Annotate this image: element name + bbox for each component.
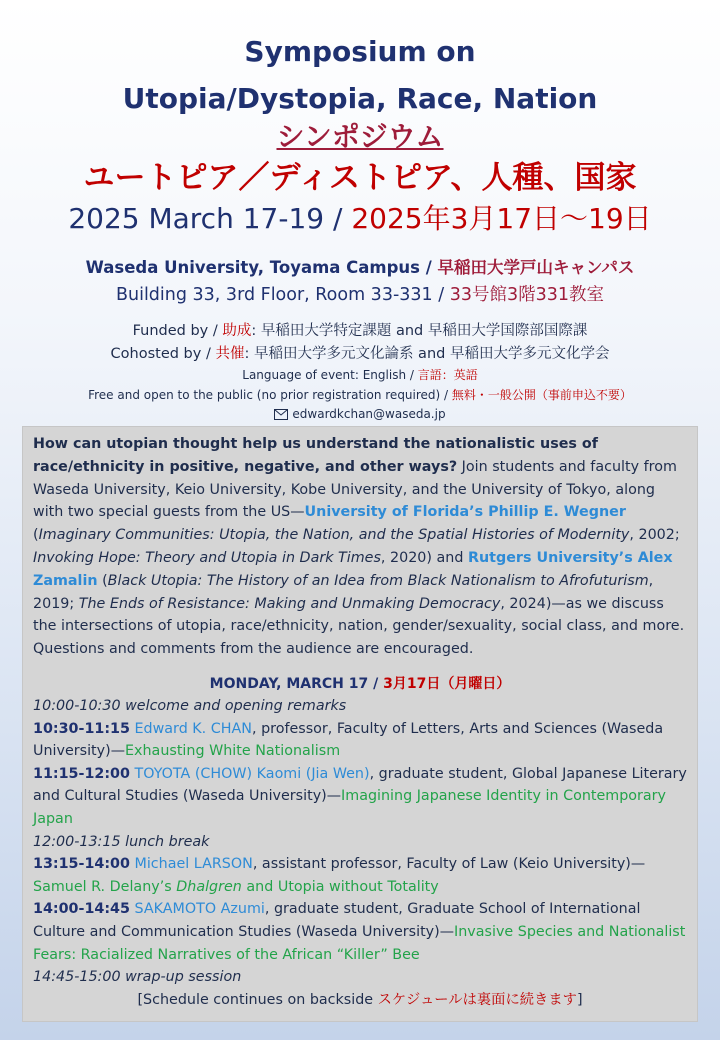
book-ends-of-resistance: The Ends of Resistance: Making and Unmaking Democracy [78,595,501,612]
admission [0,386,720,404]
speaker-name: TOYOTA (CHOW) Kaomi (Jia Wen) [134,765,370,782]
day-jp: 3月17日（月曜日） [383,675,511,692]
intro-text-4: , 2020) and [380,549,468,566]
funded-label: Funded by / [132,323,223,339]
talk-title-book: Dhalgren [176,878,242,895]
intro-text-5: ( [97,572,108,589]
schedule-item-3 [33,853,687,898]
schedule-day-heading [33,673,687,695]
intro-text-1: Join students and faculty from Waseda University, Keio University, Kobe University, and the University of Tokyo, along with two special guests from the US— [33,458,677,521]
campus-jp: 早稲田大学戸山キャンパス [437,258,635,277]
contact-email-row [0,405,720,425]
intro-text-7: , 2024)—as we discuss the intersections of utopia, race/ethnicity, nation, gender/sexuality, social class, and more. Questions and comments from the audience are encouraged. [33,595,685,658]
admission-jp: 無料・一般公開（事前申込不要） [451,388,632,402]
continues-end: ] [576,991,583,1008]
schedule-continues-note [33,989,687,1011]
schedule-item-lunch: 12:00-13:15 lunch break [33,833,210,850]
schedule-item-welcome: 10:00-10:30 welcome and opening remarks [33,697,347,714]
funded-label-jp: 助成 [222,323,252,339]
schedule-item-2 [33,763,687,831]
schedule-item-4 [33,898,687,966]
schedule-item-1 [33,718,687,763]
funded-text: : 早稲田大学特定課題 and 早稲田大学国際部国際課 [251,323,588,339]
funded-by [0,321,720,341]
talk-title: Invasive Species and Nationalist Fears: Racialized Narratives of the African “Killer” Bee [33,923,686,963]
intro-text-2: ( [33,527,39,544]
event-language [0,366,720,384]
title-jp-theme: ユートピア／ディストピア、人種、国家 [83,160,637,196]
book-imaginary-communities: Imaginary Communities: Utopia, the Nation, and the Spatial Histories of Modernity [38,527,630,544]
session-time: 11:15-12:00 [33,765,130,782]
cohost-label-jp: 共催 [215,346,245,362]
speaker-name: SAKAMOTO Azumi [134,901,265,918]
details-box [22,426,698,1022]
event-dates [0,202,720,236]
intro-question: How can utopian thought help us understand the nationalistic uses of race/ethnicity in positive, negative, and other ways? [33,436,598,475]
cohost-label: Cohosted by / [110,346,216,362]
contact-email[interactable]: edwardkchan@waseda.jp [292,407,446,421]
talk-title: Imagining Japanese Identity in Contemporary Japan [33,788,667,827]
venue-campus [0,256,720,280]
session-time: 13:15-14:00 [33,856,130,873]
speaker-role: , assistant professor, Faculty of Law (Keio University)— [252,856,646,873]
intro-paragraph [33,433,687,661]
speaker-role: , graduate student, Graduate School of International Culture and Communication Studies (Waseda University)— [33,901,641,940]
room-en: Building 33, 3rd Floor, Room 33-331 / [115,285,450,305]
date-jp: 2025年3月17日～19日 [351,202,652,235]
session-time: 10:30-11:15 [33,720,130,737]
guest-zamalin: Rutgers University’s Alex Zamalin [33,549,673,589]
schedule-item-wrapup: 14:45-15:00 wrap-up session [33,969,242,986]
session-time: 14:00-14:45 [33,901,130,918]
continues-en: [Schedule continues on backside [137,991,378,1008]
book-black-utopia: Black Utopia: The History of an Idea from Black Nationalism to Afrofuturism [107,572,649,589]
speaker-name: Michael LARSON [134,856,253,873]
title-line-1: Symposium on [244,35,476,68]
speaker-role: , graduate student, Global Japanese Literary and Cultural Studies (Waseda University)— [33,765,687,805]
day-en: MONDAY, MARCH 17 / [209,675,384,692]
schedule-list [33,695,687,989]
language-en: Language of event: English / [242,368,418,382]
room-jp: 33号館3階331教室 [449,285,605,305]
campus-en: Waseda University, Toyama Campus / [85,258,438,277]
envelope-icon [274,407,288,425]
title-line-2: Utopia/Dystopia, Race, Nation [122,82,598,115]
intro-text-6: , 2019; [33,572,654,612]
book-invoking-hope: Invoking Hope: Theory and Utopia in Dark Times [33,549,381,566]
continues-jp: スケジュールは裏面に続きます [377,991,577,1008]
speaker-name: Edward K. CHAN [134,720,252,737]
talk-title-part: and Utopia without Totality [241,878,439,895]
intro-text-3: , 2002; [629,527,680,544]
title-jp-symposium: シンポジウム [276,120,444,153]
cohosted-by [0,344,720,364]
admission-en: Free and open to the public (no prior registration required) / [88,388,452,402]
venue-room [0,283,720,307]
talk-title-part: Samuel R. Delany’s [33,878,177,895]
date-en: 2025 March 17-19 / [68,202,352,235]
speaker-role: , professor, Faculty of Letters, Arts and Sciences (Waseda University)— [33,720,664,760]
guest-wegner: University of Florida’s Phillip E. Wegner [304,504,626,521]
language-jp: 言語：英語 [417,368,478,382]
talk-title: Exhausting White Nationalism [125,743,341,760]
talk-title [33,879,439,895]
cohost-text: : 早稲田大学多元文化論系 and 早稲田大学多元文化学会 [244,346,610,362]
